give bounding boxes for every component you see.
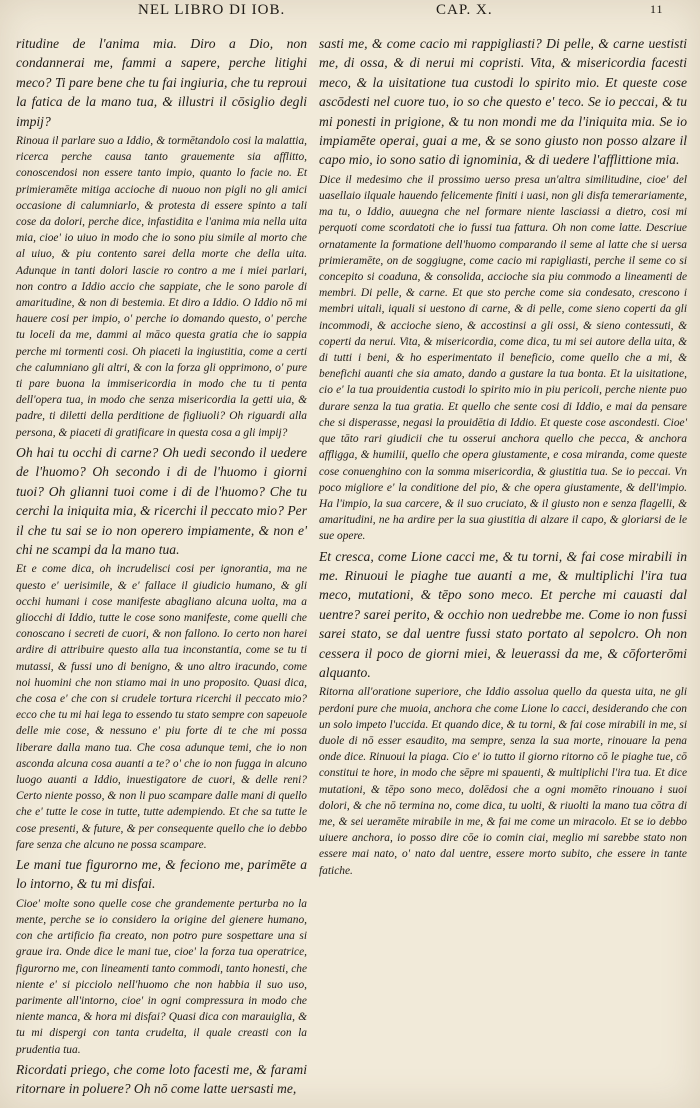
scripture-paragraph: Ricordati priego, che come loto facesti me, & farami ritornare in poluere? Oh nō come latte uersasti me, xyxy=(16,1061,307,1097)
scripture-paragraph: Et cresca, come Lione cacci me, & tu torni, & fai cose mirabili in me. Rinuoui le piaghe tue auanti a me, & multiplichi l'ira tua meco, mutationi, & tēpo sono meco. Et perche mi cauasti dal uentre? sarei perito, & occhio non uedrebbe me. Come io non fussi sarei stato, se dal uentre fussi stato portato al sepolcro. Oh non cessera il poco de giorni miei, & leuerassi da me, & cōforterōmi alquanto. xyxy=(319,548,687,680)
page-number: 11 xyxy=(650,2,664,16)
commentary-paragraph: Rinoua il parlare suo a Iddio, & tormētandolo cosi la malattia, ricerca perche causa tanto grauemente sia afflitto, conoscendosi non essere tanto impio, quanto lo facie no. Et primieramēte mitiga accioche di nuouo non pigli no gli amici occasione di calumniarlo, & protesta di essere spinto a tali cose da dolori, perche dice, infastidita e l'anima mia nella uita mia, cioe' io uiuo in modo che io sono piu simile al morto che al uiuo, & piu contento sarei della morte che della uita. Adunque in tanti dolori lascie ro contro a me i miei parlari, non contro a Iddio accio che sappiate, che le sono parole di amaritudine, & non di bestemia. Et diro a Iddio. O Iddio nō mi hauere cosi per impio, o' perche io domando questo, o' perche tu loceli da me, dammi al māco questa gratia che io sappia perche mi tormenti cosi. Oh piaceti la ingiustitia, come a certi che calumniano gli altri, & con la forza gli opprimono, o' pure ti pare buona la immisericordia in modo che tu ti penta dell'opera tua, in modo che senza misericordia la getti uia, & padre, ti diletti della perditione de figliuoli? Oh riguardi alla persona, & piaceti di gratificare in questa cosa a gli impij? xyxy=(16,135,307,439)
left-column xyxy=(16,34,307,1097)
scripture-paragraph: sasti me, & come cacio mi rappigliasti? Di pelle, & carne uestisti me, di ossa, & di nerui mi copristi. Vita, & misericordia facesti meco, & la uisitatione tua custodi lo spirito mio. Et queste cose ascōdesti nel cuore tuo, io so che questo e' teco. Se io peccai, & tu mi ponesti in prigione, & tu non mondi me da l'iniquita mia. Se io impiamēte operai, guai a me, & se sono giusto non posso alzare il capo mio, io sono satio di ignominia, & di uedere l'afflittione mia. xyxy=(319,36,687,168)
running-head xyxy=(0,2,700,32)
scripture-paragraph: Le mani tue figurorno me, & feciono me, parimēte a lo intorno, & tu mi disfai. xyxy=(16,856,307,892)
scripture-paragraph: ritudine de l'anima mia. Diro a Dio, non condannerai me, fammi a sapere, perche litighi meco? Ti pare bene che tu fai ingiuria, che tu reproui la fatica de la mano tua, & illustri il cōsiglio degli impij? xyxy=(16,36,307,129)
commentary-paragraph: Ritorna all'oratione superiore, che Iddio assolua quello da questa uita, ne gli perdoni pure che muoia, anchora che come Lione lo cacci, desiderando che con un solo impeto l'uccida. Et quando dice, & tu torni, & fai cose mirabili in me, si duole di nō esser esaudito, ma sempre, senza la sua morte, rinouare la pena onde dice. Rinuoui la piaga. Cio e' io tutto il giorno ritorno cō le piaghe tue, cō constitui te hore, in modo che sēpre mi spauenti, & multiplichi l'ira tua. Et dice mutationi, & tēpo sono meco, dolēdosi che a ogni momēto rinouano i suoi dolori, & che nō termina no, come dica, tu uolti, & riuolti la mano tua cōtra di me, & sei ueramēte mirabile in me, & fai me come un miracolo. Et se io debbo uiuere anchora, io posso dire cōe io comin ciai, meglio mi sarebbe stato non essere mai nato, o' nato dal uentre, essere morto subito, che essere in tante fatiche. xyxy=(319,686,687,877)
commentary-paragraph: Cioe' molte sono quelle cose che grandemente perturba no la mente, perche se io considero la origine del gienere humano, con che artificio fia creato, non potro pure sospettare una si graue ira. Onde dice le mani tue, cioe' la forza tua operatrice, figurorno me, con lineamenti tanto commodi, tanto honesti, che niente e' si picciolo nell'huomo che non habbia il suo uso, parimente all'intorno, cioe' in ogni compressura in modo che niente manca, & hora mi disfai? Quasi dica con marauiglia, & tu mi dispergi con tanta crudelta, il quale creasti con la prudentia tua. xyxy=(16,897,307,1056)
running-head-chapter: CAP. X. xyxy=(436,2,493,18)
scripture-paragraph: Oh hai tu occhi di carne? Oh uedi secondo il uedere de l'huomo? Oh secondo i di de l'huomo i giorni tuoi? Oh glianni tuoi come i di de l'huomo? Che tu cerchi la iniquita mia, & ricerchi il peccato mio? Per il che tu sai se io non operero impiamente, & non e' chi ne scampi da la mano tua. xyxy=(16,444,307,557)
running-head-book-title: NEL LIBRO DI IOB. xyxy=(138,2,286,18)
right-column xyxy=(319,34,687,1079)
commentary-paragraph: Dice il medesimo che il prossimo uerso presa un'altra similitudine, cioe' del uasellaio ilquale hauendo felicemente finiti i uasi, non gli disfa temerariamente, ma tu, o Iddio, auuegna che nel formare niente lasciassi a dietro, cosi mi perquoti come scordatoti che io fussi tua fattura. Oh non come latte. Descriue ornatamente la formatione dell'huomo comparando il seme al latte che si uersa primieramēte, on de soggiugne, come cacio mi rapigliasti, perche il seme co si concepito si coaduna, & consolida, accioche sia piu commodo a lineamenti de membri. Di pelle, & carne. Et que sto perche come sia condesato, crescono i membri uitali, iquali si uestono di carne, & di pelle, come sieno coperti da gli incommodi, & accioche sieno, & accostinsi a gli ossi, & sieno contessuti, & coperti da nerui. Vita, & misericordia, come dica, tu mi sei autore della uita, & di tutti i beni, & ho esperimentato il beneficio, come quello che a mi, & benefichi auanti che sia amato, dando a gustare la tua bonta. Et la uisitatione, cio e' la tua prouidentia custodi lo spirito mio in piu pericoli, perche niente puo durare senza la tua gratia. Et quello che sente cosi di Iddio, e mai da pensare che si disperasse, negasi la prouidētia di Iddio. Et queste cose ascondesti. Cioe' que tāto rari giudicii che tu osserui anchora quello che pecca, & anchora affligga, & humilii, quello che opera giustamente, e cosa miranda, come queste cose conuenghino con la somma misericordia, & giustitia tua. Se io peccai. Vn poco migliore e' la conditione del pio, & che opera giustamente, & dell'impio. Ha l'impio, la sua carcere, & il suo cruciato, & il giusto non e senza flagelli, & amaritudini, ne ha ardire per la sua giustitia di alzare il capo, & gloriarsi de le sue opere. xyxy=(319,173,687,543)
commentary-paragraph: Et e come dica, oh incrudelisci cosi per ignorantia, ma ne questo e' uerisimile, & e' fallace il giudicio humano, & gli occhi humani i cose manifeste abagliano alcuna uolta, ma a gliocchi di Iddio, tutte le cose sono manifeste, come quelli che conoscano i secreti de cuori, & non fallono. Io certo non harei ardire di attribuire questo alla tua inconstantia, come se tu ti mutassi, & fussi uno di benigno, & uno altro iracundo, come noi huomini che non stiamo mai in uno proposito. Quasi dica, che cosa e' che con si crudele tortura ricerchi il peccato mio? ecco che tu mi hai lega to essendo tu stato sempre con sapeuole delle mie cose, & nessuno e' piu forte di te che mi possa liberare dalla mano tua. Che cosa adunque temi, che io non asconda alcuna cosa auanti a te? o' che io non fugga in alcuno luogo auanti a Iddio, inuestigatore de cuori, & delle reni? Certo niente posso, & non li puo scampare dalle mani di quello che e' tutte le cose in tutte, tutte adempiendo. Et che sa tutte le cose presenti, & future, & per consequente quello che io debbo fare senza che alcuno ne possa scampare. xyxy=(16,563,307,851)
